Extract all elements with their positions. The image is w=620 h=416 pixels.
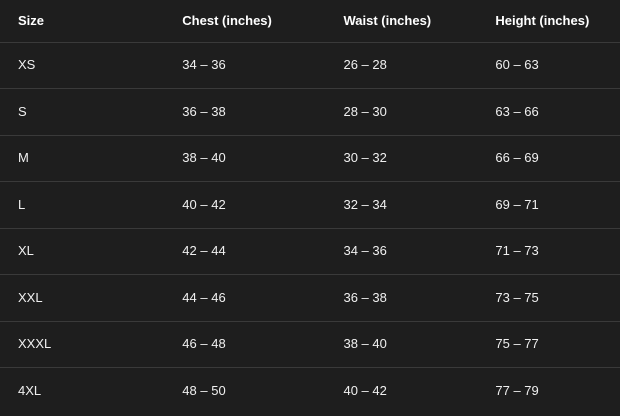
table-row bbox=[0, 368, 620, 415]
cell-size: M bbox=[0, 135, 164, 182]
column-header-height: Height (inches) bbox=[477, 0, 620, 42]
table-row bbox=[0, 42, 620, 89]
cell-chest: 42 – 44 bbox=[164, 228, 325, 275]
cell-chest: 40 – 42 bbox=[164, 182, 325, 229]
cell-chest: 38 – 40 bbox=[164, 135, 325, 182]
cell-chest: 44 – 46 bbox=[164, 275, 325, 322]
cell-size: XS bbox=[0, 42, 164, 89]
cell-height: 71 – 73 bbox=[477, 228, 620, 275]
column-header-waist: Waist (inches) bbox=[325, 0, 477, 42]
table-row bbox=[0, 182, 620, 229]
cell-waist: 32 – 34 bbox=[325, 182, 477, 229]
cell-chest: 46 – 48 bbox=[164, 321, 325, 368]
cell-size: XXL bbox=[0, 275, 164, 322]
cell-size: S bbox=[0, 89, 164, 136]
cell-waist: 30 – 32 bbox=[325, 135, 477, 182]
table-row bbox=[0, 89, 620, 136]
cell-waist: 26 – 28 bbox=[325, 42, 477, 89]
cell-size: XXXL bbox=[0, 321, 164, 368]
cell-waist: 36 – 38 bbox=[325, 275, 477, 322]
cell-chest: 48 – 50 bbox=[182, 383, 226, 398]
cell-size: XL bbox=[0, 228, 164, 275]
table-body bbox=[0, 42, 620, 414]
cell-height: 75 – 77 bbox=[477, 321, 620, 368]
cell-size: 4XL bbox=[18, 383, 42, 398]
table-row bbox=[0, 275, 620, 322]
cell-chest: 36 – 38 bbox=[164, 89, 325, 136]
table-header bbox=[0, 0, 620, 42]
table-row bbox=[0, 135, 620, 182]
table-row bbox=[0, 321, 620, 368]
cell-height: 63 – 66 bbox=[477, 89, 620, 136]
cell-height: 73 – 75 bbox=[477, 275, 620, 322]
table-row bbox=[0, 228, 620, 275]
cell-waist: 34 – 36 bbox=[325, 228, 477, 275]
cell-chest: 34 – 36 bbox=[164, 42, 325, 89]
cell-waist: 40 – 42 bbox=[343, 383, 387, 398]
cell-waist: 28 – 30 bbox=[325, 89, 477, 136]
cell-height: 77 – 79 bbox=[495, 383, 539, 398]
column-header-size: Size bbox=[0, 0, 164, 42]
cell-height: 66 – 69 bbox=[477, 135, 620, 182]
cell-height: 60 – 63 bbox=[477, 42, 620, 89]
cell-height: 69 – 71 bbox=[477, 182, 620, 229]
table-header-row bbox=[0, 0, 620, 42]
cell-size: L bbox=[0, 182, 164, 229]
column-header-chest: Chest (inches) bbox=[164, 0, 325, 42]
cell-waist: 38 – 40 bbox=[325, 321, 477, 368]
